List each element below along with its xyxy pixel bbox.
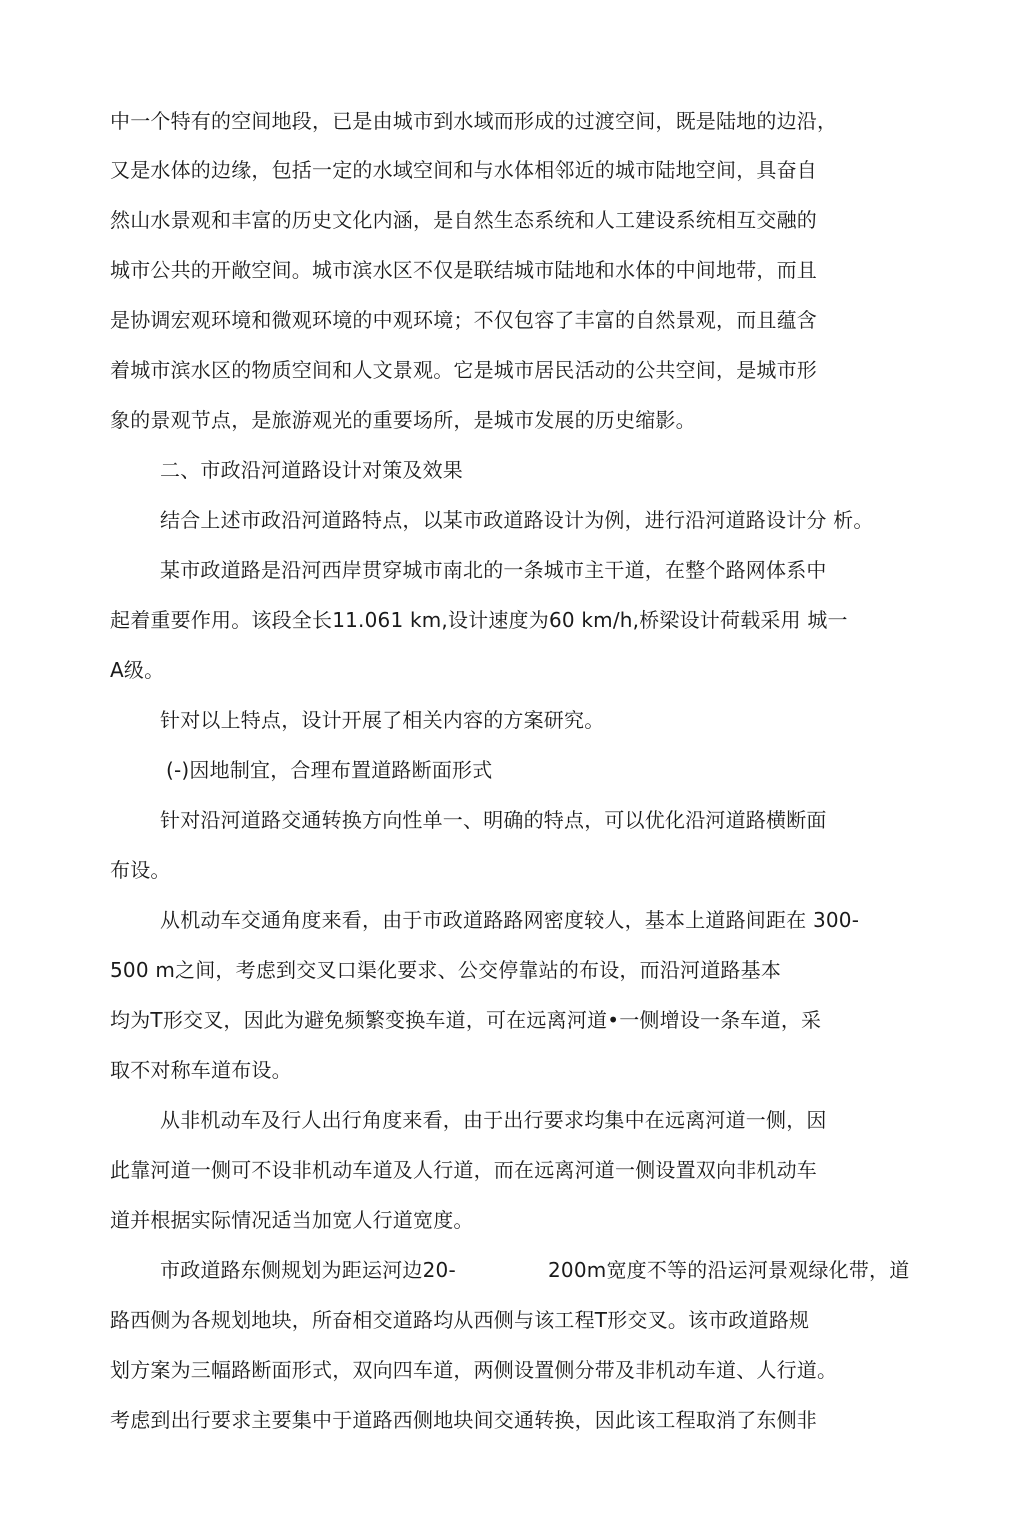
paragraph-line: 200m宽度不等的沿运河景观绿化带，道 xyxy=(548,1258,910,1282)
section-heading: 二、市政沿河道路设计对策及效果 xyxy=(160,458,463,482)
paragraph-line: 市政道路东侧规划为距运河边20- xyxy=(160,1258,456,1282)
paragraph-line: 某市政道路是沿河西岸贯穿城市南北的一条城市主干道，在整个路网体系中 xyxy=(160,558,827,582)
paragraph-line: 又是水体的边缘，包括一定的水域空间和与水体相邻近的城市陆地空间，具奋自 xyxy=(110,158,817,182)
paragraph-line: 从机动车交通角度来看，由于市政道路路网密度较人，基本上道路间距在 300- xyxy=(160,908,860,932)
paragraph-line: 是协调宏观环境和微观环境的中观环境；不仅包容了丰富的自然景观，而且蕴含 xyxy=(110,308,817,332)
paragraph-line: 取不对称车道布设。 xyxy=(110,1058,292,1082)
paragraph-line: 象的景观节点，是旅游观光的重要场所，是城市发展的历史缩影。 xyxy=(110,408,696,432)
paragraph-line: 考虑到出行要求主要集中于道路西侧地块间交通转换，因此该工程取消了东侧非 xyxy=(110,1408,817,1432)
paragraph-line: 此靠河道一侧可不设非机动车道及人行道，而在远离河道一侧设置双向非机动车 xyxy=(110,1158,817,1182)
paragraph-line: 针对沿河道路交通转换方向性单一、明确的特点，可以优化沿河道路横断面 xyxy=(160,808,827,832)
paragraph-line: 布设。 xyxy=(110,858,171,882)
paragraph-line: 针对以上特点，设计开展了相关内容的方案研究。 xyxy=(160,708,605,732)
paragraph-line: 城市公共的开敞空间。城市滨水区不仅是联结城市陆地和水体的中间地带，而且 xyxy=(110,258,817,282)
paragraph-line: 中一个特有的空间地段，已是由城市到水域而形成的过渡空间，既是陆地的边沿， xyxy=(110,109,838,133)
paragraph-line: 然山水景观和丰富的历史文化内涵，是自然生态系统和人工建设系统相互交融的 xyxy=(110,208,817,232)
paragraph-line: 起着重要作用。该段全长11.061 km,设计速度为60 km/h,桥梁设计荷载采用 城一 xyxy=(110,608,848,632)
paragraph-line: 均为T形交叉，因此为避免频繁变换车道，可在远离河道•一侧增设一条车道，采 xyxy=(110,1008,822,1032)
paragraph-line: A级。 xyxy=(110,658,165,682)
paragraph-line: 着城市滨水区的物质空间和人文景观。它是城市居民活动的公共空间，是城市形 xyxy=(110,358,817,382)
paragraph-line: 道并根据实际情况适当加宽人行道宽度。 xyxy=(110,1208,474,1232)
subsection-heading: (-)因地制宜，合理布置道路断面形式 xyxy=(166,758,493,782)
paragraph-line: 从非机动车及行人出行角度来看，由于出行要求均集中在远离河道一侧，因 xyxy=(160,1108,827,1132)
paragraph-line: 路西侧为各规划地块，所奋相交道路均从西侧与该工程T形交叉。该市政道路规 xyxy=(110,1308,810,1332)
paragraph-line: 500 m之间，考虑到交叉口渠化要求、公交停靠站的布设，而沿河道路基本 xyxy=(110,958,782,982)
paragraph-line: 结合上述市政沿河道路特点，以某市政道路设计为例，进行沿河道路设计分 析。 xyxy=(160,508,874,532)
paragraph-line: 划方案为三幅路断面形式，双向四车道，两侧设置侧分带及非机动车道、人行道。 xyxy=(110,1358,838,1382)
